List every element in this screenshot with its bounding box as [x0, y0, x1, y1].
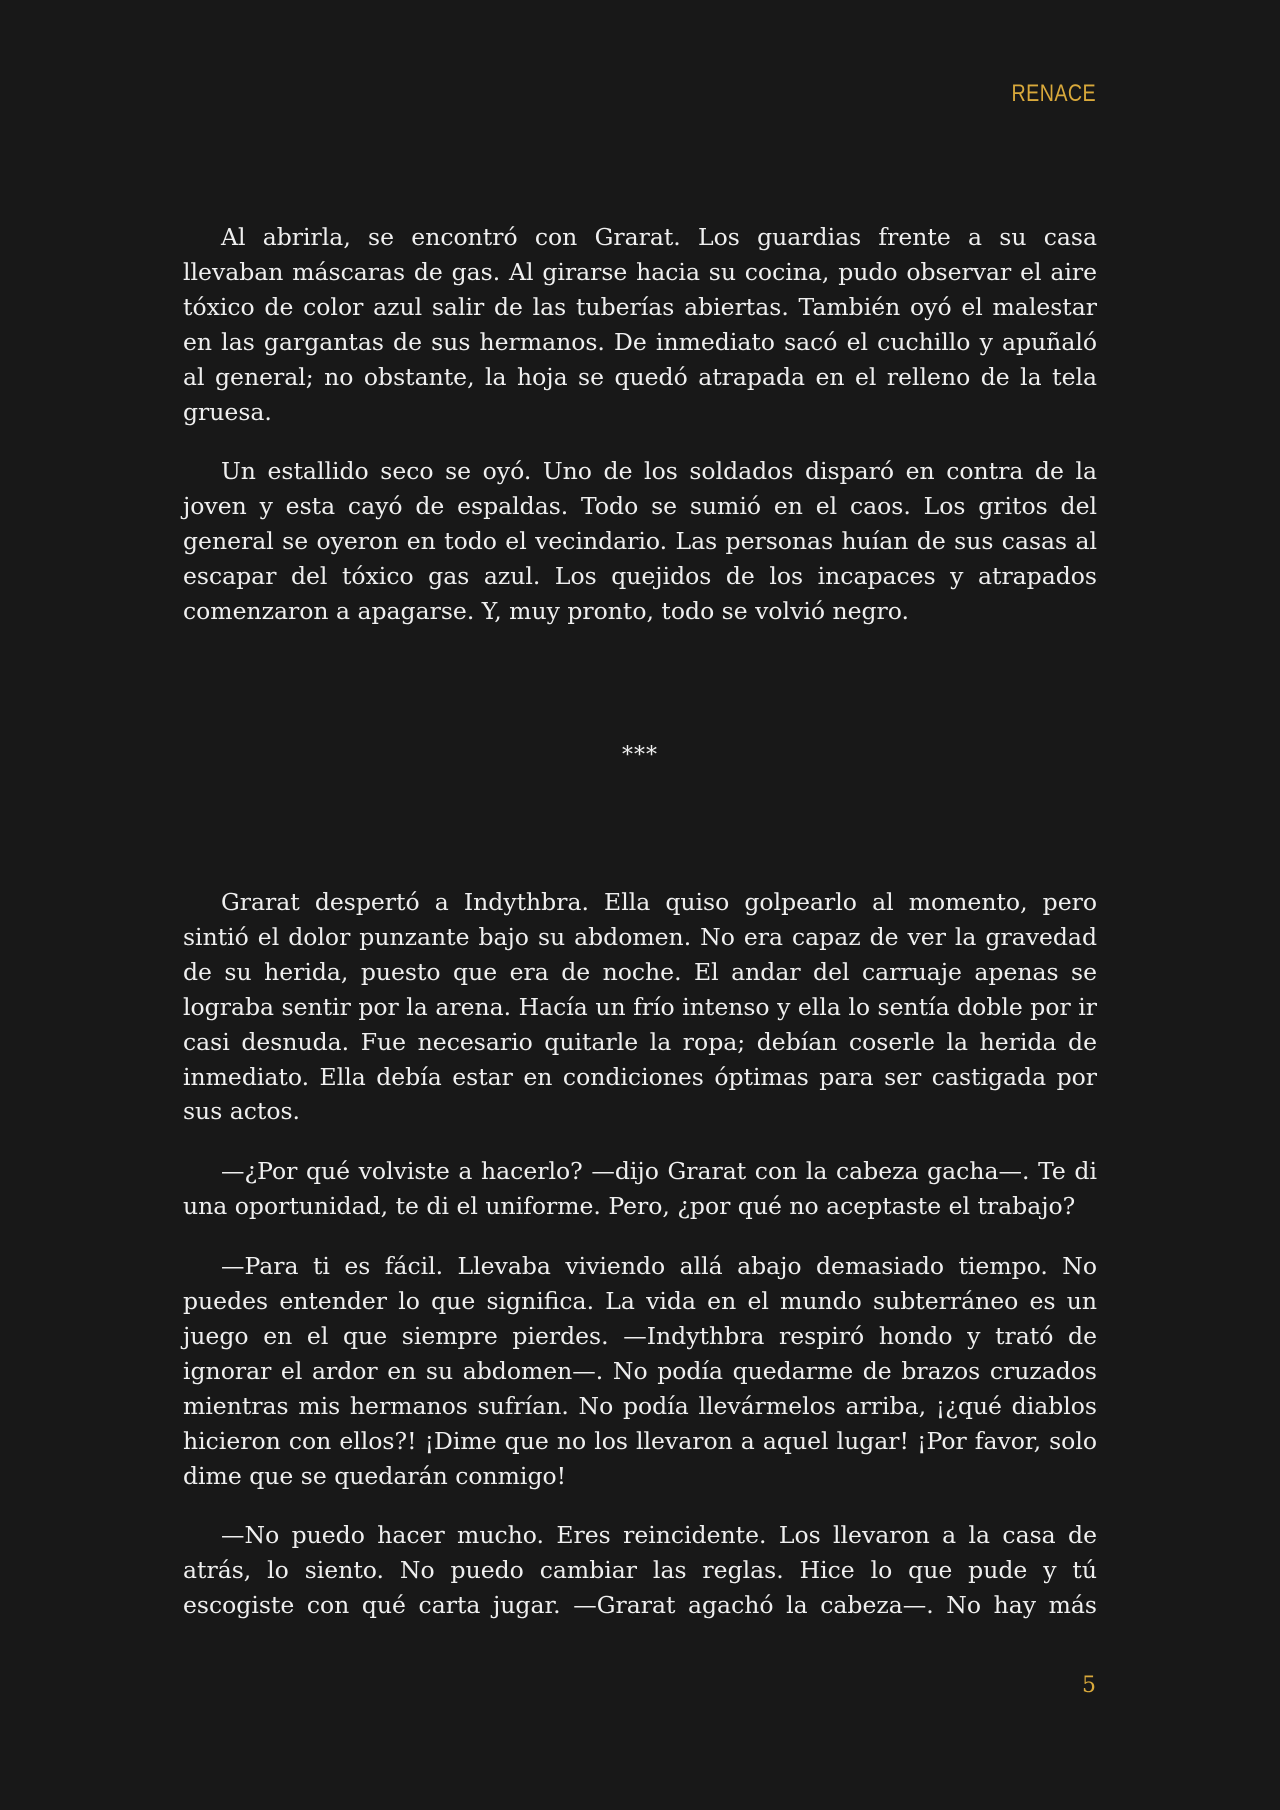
paragraph-6: —No puedo hacer mucho. Eres reincidente. Los llevaron a la casa de atrás, lo siento. No puedo cambiar las reglas. Hice lo que pude y tú escogiste con qué carta jugar. —Grarat agachó la cabeza—. No hay más	[183, 1521, 1097, 1620]
paragraph-2: Un estallido seco se oyó. Uno de los soldados disparó en contra de la joven y esta cayó de espaldas. Todo se sumió en el caos. Los gritos del general se oyeron en todo el vecindario. Las personas huían de sus casas al escapar del tóxico gas azul. Los quejidos de los incapaces y atrapados comenzaron a apagarse. Y, muy pronto, todo se volvió negro.	[183, 457, 1097, 626]
paragraph-1: Al abrirla, se encontró con Grarat. Los guardias frente a su casa llevaban máscaras de gas. Al girarse hacia su cocina, pudo observar el aire tóxico de color azul salir de las tuberías abiertas. También oyó el malestar en las gargantas de sus hermanos. De inmediato sacó el cuchillo y apuñaló al general; no obstante, la hoja se quedó atrapada en el relleno de la tela gruesa.	[183, 223, 1097, 426]
page-number: 5	[1082, 1673, 1096, 1698]
paragraph-5: —Para ti es fácil. Llevaba viviendo allá abajo demasiado tiempo. No puedes entender lo que significa. La vida en el mundo subterráneo es un juego en el que siempre pierdes. —Indythbra respiró hondo y trató de ignorar el ardor en su abdomen—. No podía quedarme de brazos cruzados mientras mis hermanos sufrían. No podía llevármelos arriba, ¡¿qué diablos hicieron con ellos?! ¡Dime que no los llevaron a aquel lugar! ¡Por favor, solo dime que se quedarán conmigo!	[183, 1252, 1097, 1490]
paragraph-4: —¿Por qué volviste a hacerlo? —dijo Grarat con la cabeza gacha—. Te di una oportunidad, te di el uniforme. Pero, ¿por qué no aceptaste el trabajo?	[183, 1157, 1097, 1221]
paragraph-3: Grarat despertó a Indythbra. Ella quiso golpearlo al momento, pero sintió el dolor punzante bajo su abdomen. No era capaz de ver la gravedad de su herida, puesto que era de noche. El andar del carruaje apenas se lograba sentir por la arena. Hacía un frío intenso y ella lo sentía doble por ir casi desnuda. Fue necesario quitarle la ropa; debían coserle la herida de inmediato. Ella debía estar en condiciones óptimas para ser castigada por sus actos.	[183, 887, 1097, 1126]
scene-break: ***	[622, 742, 658, 768]
running-header-title: RENACE	[1011, 80, 1096, 107]
page-body	[183, 220, 1097, 1623]
